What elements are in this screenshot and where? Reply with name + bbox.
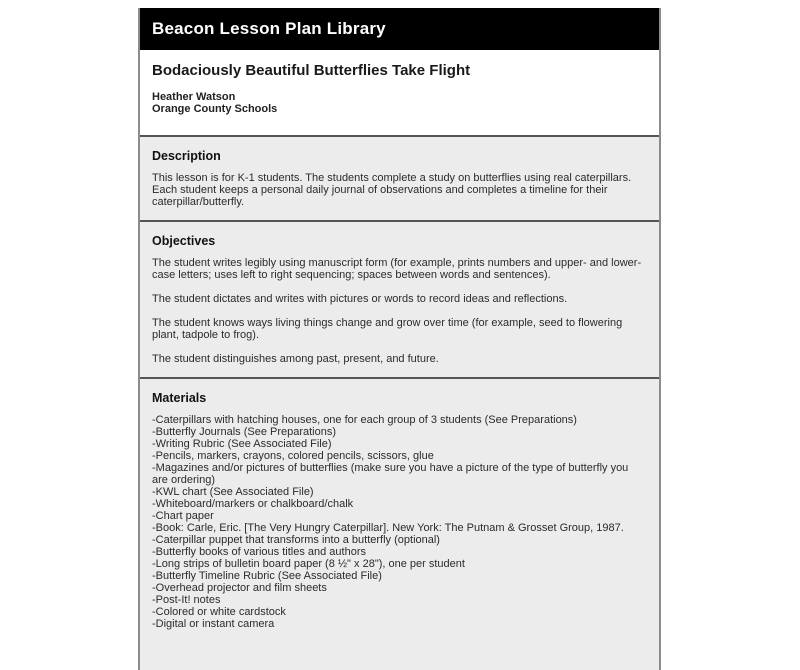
objectives-list (152, 257, 647, 365)
description-section (140, 135, 659, 220)
material-item: -Caterpillar puppet that transforms into a butterfly (optional) (152, 534, 440, 546)
materials-section (140, 377, 659, 670)
author-name: Heather Watson (152, 91, 236, 103)
description-text: This lesson is for K-1 students. The students complete a study on butterflies using real caterpillars. Each student keeps a personal daily journal of observations and completes a timeline for their caterpillar/butterfly. (152, 172, 632, 208)
material-item: -Whiteboard/markers or chalkboard/chalk (152, 498, 354, 510)
material-item: -Magazines and/or pictures of butterflies (make sure you have a picture of the type of butterfly you are ordering) (152, 462, 629, 486)
material-item: -Long strips of bulletin board paper (8 ½" x 28"), one per student (152, 558, 465, 570)
objective-item: The student dictates and writes with pictures or words to record ideas and reflections. (152, 293, 568, 305)
material-item: -Colored or white cardstock (152, 606, 286, 618)
title-section (140, 50, 659, 135)
lesson-title: Bodaciously Beautiful Butterflies Take Flight (152, 62, 471, 79)
objective-item: The student knows ways living things change and grow over time (for example, seed to flowering plant, tadpole to frog). (152, 317, 623, 341)
author-organization: Orange County Schools (152, 103, 278, 115)
material-item: -Overhead projector and film sheets (152, 582, 327, 594)
objective-item: The student writes legibly using manuscript form (for example, prints numbers and upper- and lower- case letters; uses left to right sequencing; spaces between words and sentences). (152, 257, 642, 281)
material-item: -Book: Carle, Eric. [The Very Hungry Caterpillar]. New York: The Putnam & Grosset Group, 1987. (152, 522, 624, 534)
material-item: -Caterpillars with hatching houses, one for each group of 3 students (See Preparations) (152, 414, 577, 426)
material-item: -Post-It! notes (152, 594, 221, 606)
description-heading: Description (152, 149, 221, 163)
objectives-heading: Objectives (152, 234, 216, 248)
objectives-section (140, 220, 659, 377)
site-header (140, 8, 659, 50)
material-item: -Butterfly Timeline Rubric (See Associated File) (152, 570, 382, 582)
objective-item: The student distinguishes among past, present, and future. (152, 353, 439, 365)
materials-heading: Materials (152, 391, 207, 405)
material-item: -Chart paper (152, 510, 214, 522)
material-item: -KWL chart (See Associated File) (152, 486, 314, 498)
material-item: -Digital or instant camera (152, 618, 275, 630)
material-item: -Writing Rubric (See Associated File) (152, 438, 332, 450)
material-item: -Pencils, markers, crayons, colored pencils, scissors, glue (152, 450, 434, 462)
site-title: Beacon Lesson Plan Library (152, 19, 386, 38)
material-item: -Butterfly Journals (See Preparations) (152, 426, 337, 438)
materials-list (152, 414, 647, 630)
material-item: -Butterfly books of various titles and authors (152, 546, 366, 558)
lesson-plan-document (138, 8, 661, 670)
